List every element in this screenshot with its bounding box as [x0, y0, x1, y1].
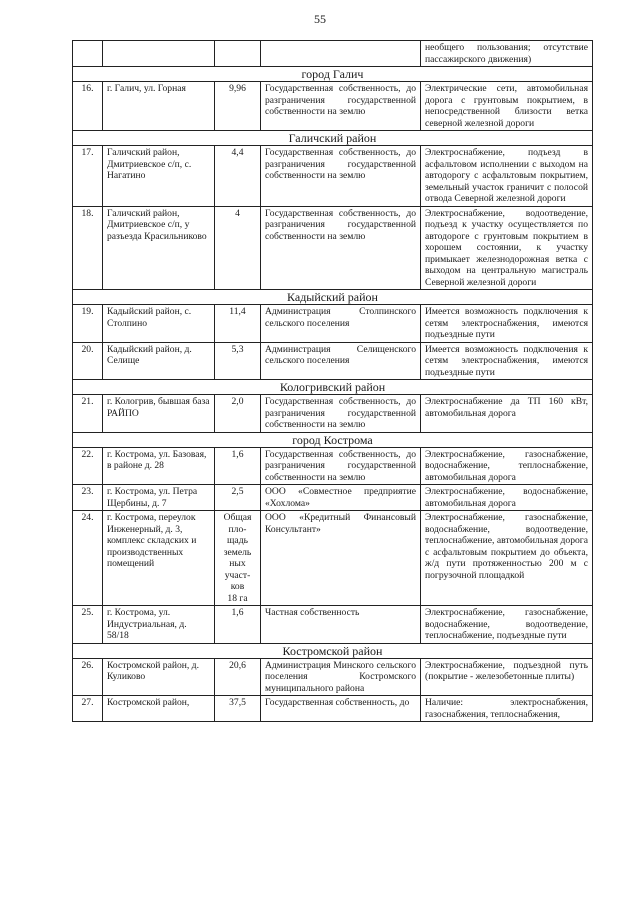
cell-number: 25.: [73, 606, 103, 644]
cell-infrastructure: Имеется возможность подключения к сетям электроснабжения, имеются подъездные пути: [421, 342, 593, 380]
cell-owner: Администрация Селищенского сельского поселения: [261, 342, 421, 380]
section-header-row: [73, 432, 593, 447]
cell-address: Костромской район, д. Куликово: [103, 658, 215, 696]
cell-address: г. Кострома, переулок Инженерный, д. 3, комплекс складских и производственных помещений: [103, 511, 215, 606]
section-header-row: [73, 67, 593, 82]
area-value: 2,5: [231, 486, 244, 497]
section-title: Костромской район: [73, 643, 593, 658]
cell-owner: Государственная собственность, до разграничения государственной собственности на землю: [261, 206, 421, 290]
area-value: 2,0: [231, 396, 244, 407]
cell-area: [215, 696, 261, 722]
cell-owner: Частная собственность: [261, 606, 421, 644]
cell-infrastructure: Электрические сети, автомобильная дорога с грунтовым покрытием, в непосредственной близости ветка северной железной дороги: [421, 82, 593, 131]
cell-number: 26.: [73, 658, 103, 696]
cell-area: [215, 82, 261, 131]
cell-owner: Государственная собственность, до разграничения государственной собственности на землю: [261, 82, 421, 131]
section-title: город Кострома: [73, 432, 593, 447]
section-title: Галичский район: [73, 131, 593, 146]
area-value: 20,6: [229, 659, 246, 671]
cell-number: 19.: [73, 305, 103, 343]
cell-infrastructure: Электроснабжение да ТП 160 кВт, автомобильная дорога: [421, 395, 593, 433]
cell-area: [215, 658, 261, 696]
section-title: город Галич: [73, 67, 593, 82]
cell-address: Кадыйский район, с. Столпино: [103, 305, 215, 343]
cell-number: 21.: [73, 395, 103, 433]
area-value: 11,4: [229, 306, 246, 317]
area-value: 1,6: [231, 448, 244, 460]
cell-number: 20.: [73, 342, 103, 380]
area-value: 4: [235, 207, 240, 219]
section-header-row: [73, 380, 593, 395]
cell-area: [215, 511, 261, 606]
section-header-row: [73, 643, 593, 658]
table-row: [73, 606, 593, 644]
cell-area: [215, 41, 261, 67]
cell-owner: ООО «Кредитный Финансовый Консультант»: [261, 511, 421, 606]
cell-infrastructure: Электроснабжение, газоснабжение, водоснабжение, водоотведение, теплоснабжение, автомобильная дорога с асфальтовым покрытием до объекта, ж/д пути протяженностью 200 м с погрузочной площадкой: [421, 511, 593, 606]
cell-infrastructure: Электроснабжение, подъездной путь (покрытие - железобетонные плиты): [421, 658, 593, 696]
cell-area: [215, 342, 261, 380]
area-value: Общая пло- щадь земель ных участ- ков 18 га: [223, 512, 252, 604]
area-value: 1,6: [231, 607, 244, 618]
cell-address: Кадыйский район, д. Селище: [103, 342, 215, 380]
section-header-row: [73, 131, 593, 146]
cell-area: [215, 447, 261, 485]
cell-infrastructure: необщего пользования; отсутствие пассажирского движения): [421, 41, 593, 67]
cell-number: 23.: [73, 485, 103, 511]
cell-infrastructure: Наличие: электроснабжения, газоснабжения, теплоснабжения,: [421, 696, 593, 722]
cell-area: [215, 206, 261, 290]
cell-infrastructure: Электроснабжение, газоснабжение, водоснабжение, водоотведение, теплоснабжение, подъездные пути: [421, 606, 593, 644]
cell-area: [215, 485, 261, 511]
cell-number: 22.: [73, 447, 103, 485]
cell-number: 16.: [73, 82, 103, 131]
section-header-row: [73, 290, 593, 305]
table-row-continuation: [73, 41, 593, 67]
table-row: [73, 395, 593, 433]
cell-address: г. Кострома, ул. Петра Щербины, д. 7: [103, 485, 215, 511]
cell-area: [215, 146, 261, 207]
area-value: 9,96: [229, 83, 246, 94]
cell-infrastructure: Электроснабжение, водоотведение, подъезд к участку осуществляется по автодороге с грунтовым покрытием в хорошем состоянии, к участку примыкает железнодорожная ветка с выходом на центральную магистраль Северной железной дороги: [421, 206, 593, 290]
area-value: 37,5: [229, 697, 246, 708]
cell-area: [215, 305, 261, 343]
cell-owner: Государственная собственность, до: [261, 696, 421, 722]
cell-area: [215, 395, 261, 433]
section-title: Кологривский район: [73, 380, 593, 395]
table-row: [73, 658, 593, 696]
cell-address: г. Кострома, ул. Индустриальная, д. 58/18: [103, 606, 215, 644]
table-row: [73, 485, 593, 511]
cell-infrastructure: Электроснабжение, водоснабжение, автомобильная дорога: [421, 485, 593, 511]
cell-infrastructure: Имеется возможность подключения к сетям электроснабжения, имеются подъездные пути: [421, 305, 593, 343]
cell-area: [215, 606, 261, 644]
cell-owner: Администрация Столпинского сельского поселения: [261, 305, 421, 343]
table-row: [73, 82, 593, 131]
cell-number: 27.: [73, 696, 103, 722]
cell-infrastructure: Электроснабжение, газоснабжение, водоснабжение, теплоснабжение, автомобильная дорога: [421, 447, 593, 485]
land-plots-table: [72, 40, 593, 722]
page-number: 55: [314, 12, 326, 26]
cell-owner: Администрация Минского сельского поселения Костромского муниципального района: [261, 658, 421, 696]
section-title: Кадыйский район: [73, 290, 593, 305]
cell-owner: Государственная собственность, до разграничения государственной собственности на землю: [261, 146, 421, 207]
table-row: [73, 206, 593, 290]
table-row: [73, 511, 593, 606]
cell-address: г. Кострома, ул. Базовая, в районе д. 28: [103, 447, 215, 485]
cell-infrastructure: Электроснабжение, подъезд в асфальтовом исполнении с выходом на автодорогу с асфальтовым покрытием, земельный участок граничит с полосой отвода Северной железной дороги: [421, 146, 593, 207]
cell-number: [73, 41, 103, 67]
cell-address: г. Галич, ул. Горная: [103, 82, 215, 131]
cell-address: г. Кологрив, бывшая база РАЙПО: [103, 395, 215, 433]
table-row: [73, 696, 593, 722]
cell-address: Костромской район,: [103, 696, 215, 722]
cell-owner: Государственная собственность, до разграничения государственной собственности на землю: [261, 395, 421, 433]
area-value: 4,4: [231, 147, 244, 158]
cell-number: 18.: [73, 206, 103, 290]
cell-owner: [261, 41, 421, 67]
table-row: [73, 146, 593, 207]
cell-number: 24.: [73, 511, 103, 606]
cell-owner: ООО «Совместное предприятие «Хохлома»: [261, 485, 421, 511]
cell-address: Галичский район, Дмитриевское с/п, у разъезда Красильниково: [103, 206, 215, 290]
cell-owner: Государственная собственность, до разграничения государственной собственности на землю: [261, 447, 421, 485]
area-value: 5,3: [231, 343, 244, 355]
cell-address: Галичский район, Дмитриевское с/п, с. Нагатино: [103, 146, 215, 207]
table-row: [73, 305, 593, 343]
table-row: [73, 447, 593, 485]
cell-number: 17.: [73, 146, 103, 207]
cell-address: [103, 41, 215, 67]
table-row: [73, 342, 593, 380]
